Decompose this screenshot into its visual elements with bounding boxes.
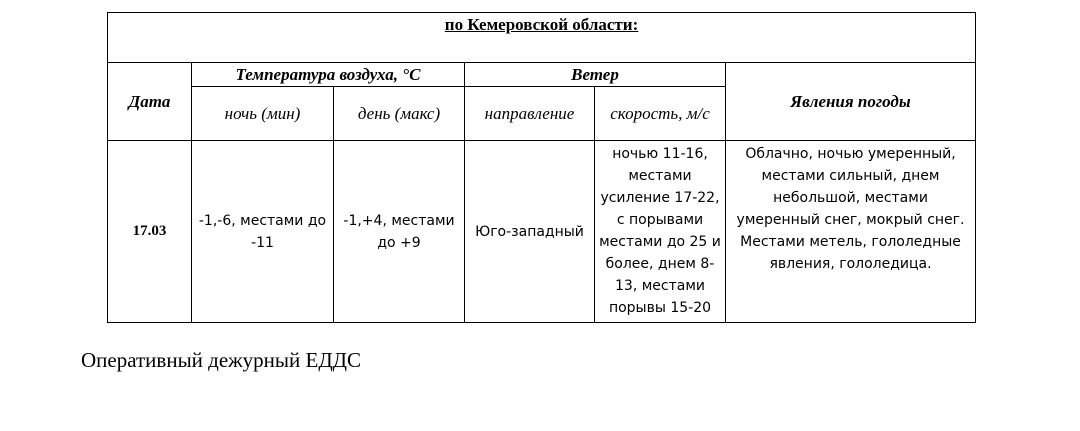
duty-officer-label: Оперативный дежурный ЕДДС [81,348,362,372]
header-wind: Ветер [465,63,726,87]
cell-direction: Юго-западный [465,141,595,323]
cell-date: 17.03 [108,141,192,323]
table-title-cell [108,13,976,63]
header-direction: направление [465,87,595,141]
cell-phenomena: Облачно, ночью умеренный, местами сильный, днем небольшой, местами умеренный снег, мокрый снег. Местами метель, гололедные явления, гололедица. [726,141,976,323]
header-phenomena: Явления погоды [726,63,976,141]
header-night: ночь (мин) [192,87,334,141]
cell-speed: ночью 11-16, местами усиление 17-22, с порывами местами до 25 и более, днем 8-13, местами порывы 15-20 [595,141,726,323]
forecast-table [107,12,976,323]
table-row [108,141,976,323]
header-temperature: Температура воздуха, °С [192,63,465,87]
header-day: день (макс) [334,87,465,141]
table-title: по Кемеровской области: [444,15,639,34]
header-speed: скорость, м/с [595,87,726,141]
cell-night: -1,-6, местами до -11 [192,141,334,323]
header-date: Дата [108,63,192,141]
cell-day: -1,+4, местами до +9 [334,141,465,323]
